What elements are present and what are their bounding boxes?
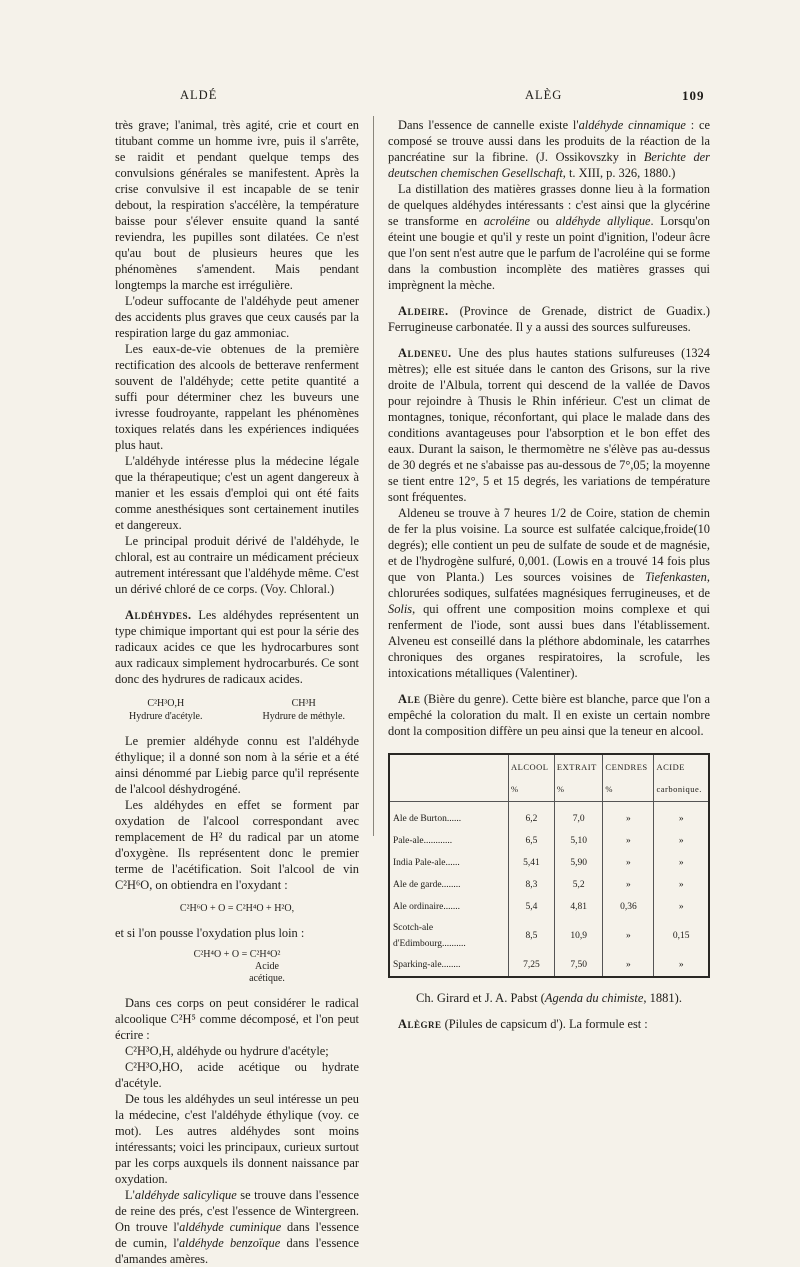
list-item: C²H³O,HO, acide acétique ou hydrate d'acétyle.: [115, 1060, 359, 1090]
header-unit: carbonique.: [656, 784, 702, 794]
table-row: [389, 830, 709, 852]
paragraph: L'aldéhyde intéresse plus la médecine légale que la thérapeutique; c'est un agent dangereux à manier et les essais d'emploi qui ont été faits comme anesthésiques sont certainement inutiles et dangereux.: [115, 454, 359, 532]
journal-title: Berichte der deutschen chemischen Gesellschaft: [388, 150, 710, 180]
column-divider: [373, 116, 374, 836]
text-run: Dans l'essence de cannelle existe l': [398, 118, 579, 132]
italic-term: Solis: [388, 602, 413, 616]
text-run: , qui offrent une composition moins complexe et qui renferment de l'iode, sont aussi bues dans l'établissement. Alveneu est conseillé dans la pléthore abdominale, les catarrhes chroniques des organes respiratoires, la scrofule, les intoxications métalliques (Valentiner).: [388, 602, 710, 680]
entry-heading: Aldeneu.: [398, 346, 452, 360]
paragraph: Le principal produit dérivé de l'aldéhyde, le chloral, est au contraire un médicament précieux autrement intéressant que l'aldéhyde même. C'est un dérivé chloré de ce corps. (Voy. Chloral.): [115, 534, 359, 596]
paragraph: Les aldéhydes en effet se forment par oxydation de l'alcool correspondant avec remplacement de H² du radical par un atome d'oxygène. Ils représentent donc le premier terme de l'acétification. Soit l'alcool de vin C²H⁶O, on obtiendra en l'oxydant :: [115, 798, 359, 892]
paragraph: Dans ces corps on peut considérer le radical alcoolique C²H⁵ comme décomposé, et l'on peut écrire :: [115, 996, 359, 1042]
text-run: dans l'essence d'amandes amères.: [115, 1236, 360, 1266]
equation: C²H⁶O + O = C²H⁴O + H²O,: [179, 903, 295, 914]
header-label: ALCOOL: [511, 762, 549, 772]
citation-title: Agenda du chimiste: [544, 991, 644, 1005]
text-run: , chlorurées sodiques, sulfatées magnésiques ferrugineuses, et de: [388, 570, 710, 600]
italic-term: aldéhyde salicylique: [134, 1188, 237, 1202]
text-run: se trouve dans l'essence de reine des prés, c'est l'essence de Wintergreen. On trouve l': [115, 1188, 360, 1234]
entry-aldehydes: [115, 607, 359, 687]
running-head-left: ALDÉ: [180, 88, 218, 102]
paragraph: [388, 505, 710, 681]
text-run: Aldeneu se trouve à 7 heures 1/2 de Coire, station de chemin de fer la plus voisine. La source est sulfatée calcique,froide(10 degrés); elle contient un peu de sulfate de soude et de magnésie, et de l'hydrogène sulfuré, 0,001. (Lowis en a trouvé 14 fois plus que von Planta.) Les sources voisines de: [388, 506, 710, 584]
table-row: [389, 802, 709, 831]
table-cell: 8,3: [509, 874, 555, 896]
header-label: ACIDE: [656, 762, 685, 772]
table-cell: »: [654, 802, 709, 831]
italic-term: aldéhyde cinnamique: [578, 118, 686, 132]
row-label: Ale de Burton......: [389, 802, 509, 831]
table-cell: »: [654, 896, 709, 918]
table-cell: 4,81: [554, 896, 602, 918]
table-cell: »: [603, 830, 654, 852]
entry-ale: [388, 691, 710, 739]
text-run: . Lorsqu'on éteint une bougie et qu'il y reste un point d'ignition, l'odeur âcre que l'on sent n'est autre que le parfum de l'acroléine qui se forme dans la combustion incomplète des matières grasses qui imprègnent la mèche.: [388, 214, 711, 292]
table-cell: 5,4: [509, 896, 555, 918]
left-column: [115, 117, 359, 1267]
formula: C²H³O,H: [147, 698, 185, 709]
table-cell: »: [654, 874, 709, 896]
citation-author: Ch. Girard et J. A. Pabst (: [416, 991, 545, 1005]
entry-aldeire: [388, 303, 710, 335]
italic-term: acroléine: [483, 214, 531, 228]
entry-heading: Aldeire.: [398, 304, 449, 318]
entry-text: (Bière du genre). Cette bière est blanche, parce que l'on a empêché la coloration du malt. Il en existe un certain nombre dont la composition diffère un peu ainsi que la teneur en alcool.: [388, 692, 710, 738]
table-cell: 8,5: [509, 918, 555, 954]
formula-label: Hydrure d'acétyle.: [129, 711, 203, 722]
paragraph: Le premier aldéhyde connu est l'aldéhyde éthylique; il a donné son nom à la série et a été ainsi dénommé par Liebig parce qu'il représente de l'alcool déshydrogéné.: [115, 734, 359, 796]
formula-label: Hydrure de méthyle.: [262, 711, 345, 722]
header-unit: %: [605, 784, 613, 794]
table-cell: 6,5: [509, 830, 555, 852]
paragraph: très grave; l'animal, très agité, crie et court en titubant comme un homme ivre, puis il s'arrête, se raidit et pendant quelque temps des convulsions générales se manifestent. Après la crise convulsive il est incapable de se tenir debout, la respiration s'accélère, la température baisse pour s'élever ensuite quand la santé reviendra, les pupilles sont dilatées. Ce n'est qu'au bout de plusieurs heures que les phénomènes s'amendent. Mais pendant longtemps la marche est irrégulière.: [115, 118, 359, 292]
paragraph: [388, 117, 710, 181]
running-head-right: ALÈG: [525, 88, 563, 102]
header-unit: %: [511, 784, 519, 794]
text-run: dans l'essence de cumin, l': [115, 1220, 360, 1250]
table-cell: 0,36: [603, 896, 654, 918]
entry-alegre: [388, 1016, 710, 1032]
header-label: EXTRAIT: [556, 762, 597, 772]
table-cell: »: [603, 802, 654, 831]
row-label: Sparking-ale........: [389, 954, 509, 977]
text-run: , t. XIII, p. 326, 1880.): [562, 166, 676, 180]
right-column: [388, 117, 710, 1032]
paragraph: Les eaux-de-vie obtenues de la première rectification des alcools de betterave renferment souvent de l'aldéhyde; cette petite quantité a suffi pour déterminer chez les buveurs une ivresse foudroyante, rappelant les phénomènes toxiques relatés dans les expériences indiquées plus haut.: [115, 342, 359, 452]
table-row: [389, 852, 709, 874]
formula-block: [115, 697, 359, 723]
entry-aldeneu: [388, 345, 710, 505]
text-run: La distillation des matières grasses donne lieu à la formation de quelques aldéhydes intéressants : c'est ainsi que la glycérine se transforme en: [388, 182, 710, 228]
row-label: Ale de garde........: [389, 874, 509, 896]
column-header: [603, 754, 654, 802]
table-cell: 7,50: [554, 954, 602, 977]
column-header: [509, 754, 555, 802]
table-cell: »: [654, 852, 709, 874]
entry-text: (Pilules de capsicum d'). La formule est :: [441, 1017, 648, 1031]
table-row: [389, 918, 709, 954]
table-cell: »: [654, 830, 709, 852]
table-cell: 5,2: [554, 874, 602, 896]
table-row: [389, 874, 709, 896]
table-cell: 0,15: [654, 918, 709, 954]
paragraph: et si l'on pousse l'oxydation plus loin :: [115, 926, 305, 940]
italic-term: Tiefenkasten: [644, 570, 707, 584]
equation-block: [115, 949, 359, 985]
entry-heading: Alègre: [398, 1017, 442, 1031]
paragraph: [388, 181, 710, 293]
italic-term: aldéhyde allylique: [555, 214, 651, 228]
paragraph: L'odeur suffocante de l'aldéhyde peut amener des accidents plus graves que ceux causés par la respiration large du gaz ammoniac.: [115, 294, 359, 340]
table-cell: »: [603, 918, 654, 954]
table-cell: 5,41: [509, 852, 555, 874]
text-run: ou: [530, 214, 556, 228]
table-cell: »: [603, 954, 654, 977]
entry-text: Une des plus hautes stations sulfureuses (1324 mètres); elle est située dans le canton des Grisons, sur la rive droite de l'Albula, torrent qui descend de la vallée de Davos pour rejoindre à Thusis le Rhin inférieur. C'est un climat de montagnes, tonique, réconfortant, qui place le malade dans des conditions avantageuses pour l'absorption et le bon effet des eaux. Durant la saison, le thermomètre ne s'élève pas au-dessus de 30 degrés et ne s'abaisse pas au-dessous de 7°,05; la moyenne se tient entre 12°, 5 et 15 degrés, les variations de température sont fréquentes.: [388, 346, 710, 504]
row-label: Pale-ale............: [389, 830, 509, 852]
paragraph: De tous les aldéhydes un seul intéresse un peu la médecine, c'est l'aldéhyde éthylique (voy. ce mot). Les autres aldéhydes sont moins intéressants; voici les principaux, curieux surtout par les corps auxquels ils donnent naissance par oxydation.: [115, 1092, 359, 1186]
entry-text: (Province de Grenade, district de Guadix.) Ferrugineuse carbonatée. Il y a aussi des sources sulfureuses.: [388, 304, 710, 334]
table-cell: 7,0: [554, 802, 602, 831]
row-label: Ale ordinaire.......: [389, 896, 509, 918]
paragraph: [115, 1187, 359, 1267]
table-corner: [389, 754, 509, 802]
entry-text: Les aldéhydes représentent un type chimique important qui est pour la série des radicaux acides ce que les hydrocarbures sont aux radicaux simplement hydrocarburés. Ce sont donc des hydrures de radicaux acides.: [115, 608, 359, 686]
citation-year: , 1881).: [643, 991, 682, 1005]
text-run: : ce composé se trouve aussi dans les produits de la réaction de la pancréatine sur la fibrine. (J. Ossikovszky in: [388, 118, 710, 164]
ale-composition-table: [388, 753, 710, 978]
table-cell: »: [603, 874, 654, 896]
table-cell: 7,25: [509, 954, 555, 977]
equation-label: acétique.: [249, 973, 285, 984]
equation: C²H⁴O + O = C²H⁴O²: [193, 949, 281, 960]
text-run: L': [125, 1188, 135, 1202]
entry-heading: Aldéhydes.: [125, 608, 192, 622]
table-row: [389, 896, 709, 918]
equation-label: Acide: [255, 961, 279, 972]
table-cell: 10,9: [554, 918, 602, 954]
page-number: 109: [682, 88, 705, 103]
column-header: [554, 754, 602, 802]
table-citation: [388, 990, 710, 1006]
formula: CH³H: [291, 698, 316, 709]
table-cell: »: [654, 954, 709, 977]
header-label: CENDRES: [605, 762, 648, 772]
list-item: C²H³O,H, aldéhyde ou hydrure d'acétyle;: [125, 1044, 329, 1058]
table-cell: 6,2: [509, 802, 555, 831]
table-cell: 5,90: [554, 852, 602, 874]
italic-term: aldéhyde benzoïque: [178, 1236, 281, 1250]
row-label: India Pale-ale......: [389, 852, 509, 874]
row-label: Scotch-ale d'Edimbourg..........: [389, 918, 509, 954]
table-cell: »: [603, 852, 654, 874]
entry-heading: Ale: [398, 692, 421, 706]
column-header: [654, 754, 709, 802]
table-row: [389, 954, 709, 977]
header-unit: %: [556, 784, 565, 794]
italic-term: aldéhyde cuminique: [179, 1220, 282, 1234]
table-cell: 5,10: [554, 830, 602, 852]
